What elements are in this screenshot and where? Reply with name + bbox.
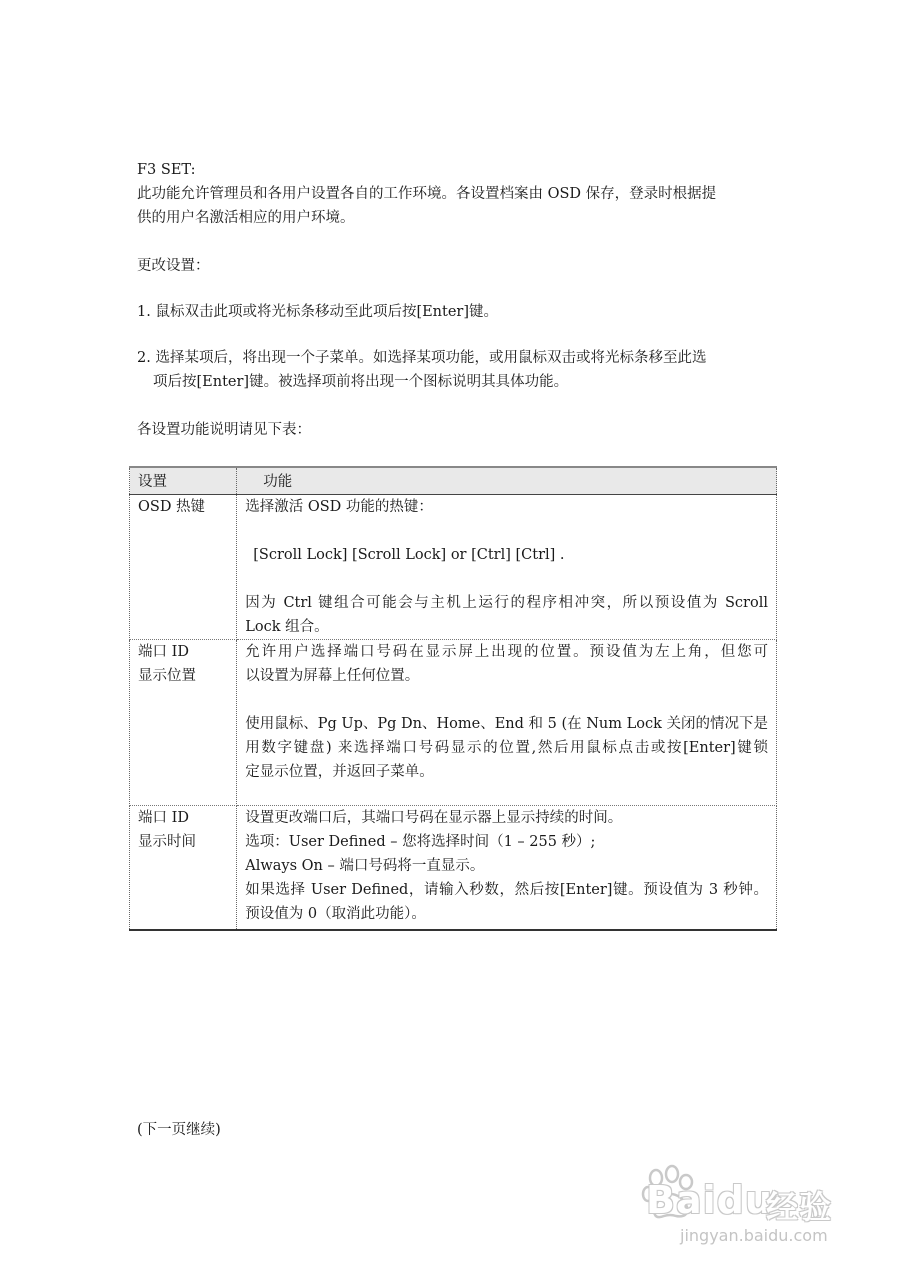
description-line: [Scroll Lock] [Scroll Lock] or [Ctrl] [Ctrl] . (253, 547, 565, 563)
table-header-row (130, 467, 777, 495)
setting-name-line: 端口 ID (138, 810, 189, 826)
setting-name-line: 显示时间 (138, 834, 196, 850)
description-line: 定显示位置，并返回子菜单。 (245, 764, 434, 780)
step-line: 项后按[Enter]键。被选择项前将出现一个图标说明其具体功能。 (153, 374, 569, 390)
continued-note: (下一页继续) (137, 1122, 221, 1138)
setting-description (237, 806, 777, 930)
setting-name (130, 640, 237, 806)
change-settings-label: 更改设置： (137, 258, 210, 274)
step-1 (137, 300, 777, 324)
description-line: 以设置为屏幕上任何位置。 (245, 668, 420, 684)
watermark-brand-cn: 经验 (766, 1188, 833, 1226)
description-line: 设置更改端口后，其端口号码在显示器上显示持续的时间。 (245, 810, 623, 826)
step-line: 2. 选择某项后，将出现一个子菜单。如选择某项功能，或用鼠标双击或将光标条移至此选 (137, 350, 707, 366)
baidu-jingyan-watermark (640, 1150, 870, 1260)
table-header-setting: 设置 (130, 467, 237, 495)
setting-name (130, 495, 237, 640)
table-row-port-id-position (130, 640, 777, 806)
intro-line: 供的用户名激活相应的用户环境。 (137, 210, 355, 226)
description-line: 预设值为 0（取消此功能）。 (245, 906, 426, 922)
description-line: 因为 Ctrl 键组合可能会与主机上运行的程序相冲突，所以预设值为 Scroll (245, 595, 768, 611)
description-line: 如果选择 User Defined，请输入秒数，然后按[Enter]键。预设值为 3 秒钟。 (245, 882, 768, 898)
table-header-function: 功能 (237, 467, 777, 495)
intro-section (137, 158, 777, 230)
description-line: 允许用户选择端口号码在显示屏上出现的位置。预设值为左上角，但您可 (245, 644, 768, 660)
watermark-url: jingyan.baidu.com (680, 1226, 828, 1245)
table-row-port-id-duration (130, 806, 777, 930)
setting-name-line: 端口 ID (138, 644, 189, 660)
description-line: Lock 组合。 (245, 619, 329, 635)
intro-line: 此功能允许管理员和各用户设置各自的工作环境。各设置档案由 OSD 保存，登录时根据提 (137, 186, 717, 202)
setting-description (237, 495, 777, 640)
section-heading: F3 SET: (137, 162, 196, 178)
description-line: 选项：User Defined – 您将选择时间（1 – 255 秒）; (245, 834, 596, 850)
description-line: 使用鼠标、Pg Up、Pg Dn、Home、End 和 5 (在 Num Lock 关闭的情况下是 (245, 716, 768, 732)
setting-name-line: 显示位置 (138, 668, 196, 684)
settings-table (129, 466, 777, 931)
table-intro: 各设置功能说明请见下表： (137, 422, 311, 438)
step-2 (137, 346, 777, 394)
description-line: 选择激活 OSD 功能的热键： (245, 499, 433, 515)
step-line: 1. 鼠标双击此项或将光标条移动至此项后按[Enter]键。 (137, 304, 499, 320)
table-row-osd-hotkey (130, 495, 777, 640)
setting-description (237, 640, 777, 806)
watermark-brand: Baidu (646, 1178, 773, 1222)
setting-name (130, 806, 237, 930)
setting-name-line: OSD 热键 (138, 499, 206, 515)
description-line: 用数字键盘) 来选择端口号码显示的位置,然后用鼠标点击或按[Enter]键锁 (245, 740, 768, 756)
description-line: Always On – 端口号码将一直显示。 (245, 858, 485, 874)
